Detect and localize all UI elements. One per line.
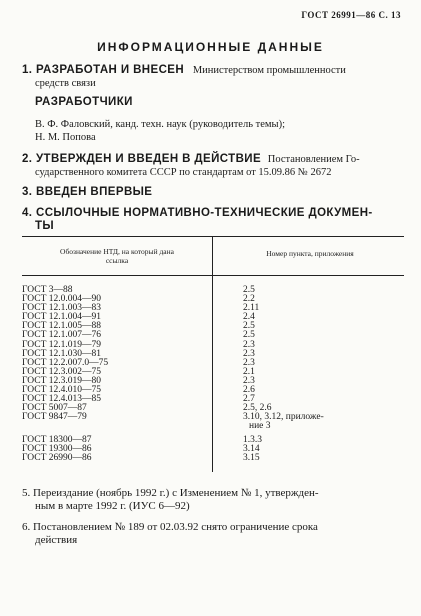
table-cell-num: 2.2 (243, 294, 255, 305)
developers-section (22, 96, 404, 109)
table-cell-gost: ГОСТ 19300—86 (22, 443, 92, 454)
table-row (22, 454, 404, 463)
section-2 (22, 153, 404, 179)
section-3-heading: 3. ВВЕДЕН ВПЕРВЫЕ (22, 186, 153, 198)
table-cell-num: 2.6 (243, 385, 255, 396)
section-2-text-line2: сударственного комитета СССР по стандартам от 15.09.86 № 2672 (35, 167, 332, 178)
table-cell-gost: ГОСТ 12.1.007—76 (22, 330, 101, 341)
table-row (22, 422, 404, 431)
table-cell-num: 3.14 (243, 443, 260, 454)
table-cell-gost: ГОСТ 12.4.013—85 (22, 394, 101, 405)
table-cell-gost: ГОСТ 12.4.010—75 (22, 385, 101, 396)
section-6 (22, 521, 404, 547)
section-1 (22, 64, 404, 90)
table-header-divider (212, 237, 213, 275)
table-cell-num: 1.3.3 (243, 434, 262, 445)
section-2-heading: 2. УТВЕРЖДЕН И ВВЕДЕН В ДЕЙСТВИЕ (22, 153, 262, 165)
developers-heading: РАЗРАБОТЧИКИ (35, 96, 133, 108)
table-cell-gost: ГОСТ 12.3.019—80 (22, 375, 101, 386)
table-cell-num: 3.15 (243, 452, 260, 463)
page-reference: ГОСТ 26991—86 С. 13 (301, 10, 401, 20)
table-cell-num: 2.1 (243, 366, 255, 377)
developer-line-2: Н. М. Попова (35, 132, 96, 143)
table-cell-num: 2.4 (243, 312, 255, 323)
table-cell-gost: ГОСТ 12.1.004—91 (22, 312, 101, 323)
table-cell-num: 2.3 (243, 357, 255, 368)
section-1-heading: 1. РАЗРАБОТАН И ВНЕСЕН (22, 64, 185, 76)
developers-list (22, 118, 404, 144)
section-1-text-line2: средств связи (35, 78, 96, 89)
table-col1-header-line1: Обозначение НТД, на который дана (60, 247, 174, 256)
table-col1-header-line2: ссылка (105, 256, 129, 265)
references-table (22, 236, 404, 463)
table-cell-num: 2.11 (243, 303, 260, 314)
section-5 (22, 487, 404, 513)
table-cell-gost: ГОСТ 26990—86 (22, 452, 92, 463)
table-col2-header: Номер пункта, приложения (266, 249, 354, 258)
section-4-heading-line1: 4. ССЫЛОЧНЫЕ НОРМАТИВНО-ТЕХНИЧЕСКИЕ ДОКУМЕН- (22, 207, 373, 219)
table-cell-gost: ГОСТ 12.0.004—90 (22, 294, 101, 305)
table-cell-num: 2.3 (243, 375, 255, 386)
section-3 (22, 186, 404, 199)
table-cell-num: 2.5 (243, 285, 255, 295)
table-header (22, 237, 404, 276)
table-cell-num: 3.10, 3.12, приложе- (243, 412, 324, 423)
table-cell-gost: ГОСТ 18300—87 (22, 434, 92, 445)
section-6-line2: действия (35, 534, 78, 546)
table-col1-header (22, 247, 212, 265)
table-cell-gost: ГОСТ 12.1.019—79 (22, 339, 101, 350)
section-4 (22, 207, 404, 233)
table-cell-num: 2.5 (243, 321, 255, 332)
table-row (22, 413, 404, 422)
table-cell-gost: ГОСТ 12.3.002—75 (22, 366, 101, 377)
section-5-line1: 5. Переиздание (ноябрь 1992 г.) с Изменением № 1, утвержден- (22, 487, 319, 499)
developer-line-1: В. Ф. Фаловский, канд. техн. наук (руководитель темы); (35, 119, 285, 130)
table-cell-gost: ГОСТ 9847—79 (22, 412, 87, 423)
table-cell-gost: ГОСТ 3—88 (22, 285, 73, 295)
section-2-text-line1: Постановлением Го- (267, 154, 360, 165)
table-cell-gost: ГОСТ 5007—87 (22, 403, 87, 414)
table-body (22, 276, 404, 463)
table-cell-gost: ГОСТ 12.2.007.0—75 (22, 357, 109, 368)
section-5-line2: ным в марте 1992 г. (ИУС 6—92) (35, 500, 190, 512)
table-cell-gost: ГОСТ 12.1.030—81 (22, 348, 101, 359)
table-cell-gost: ГОСТ 12.1.005—88 (22, 321, 101, 332)
table-cell-num: ние 3 (249, 421, 271, 432)
table-cell-num: 2.3 (243, 348, 255, 359)
page-title: ИНФОРМАЦИОННЫЕ ДАННЫЕ (97, 40, 324, 54)
section-1-text-line1: Министерством промышленности (192, 65, 346, 76)
table-cell-num: 2.3 (243, 339, 255, 350)
table-cell-gost: ГОСТ 12.1.003—83 (22, 303, 101, 314)
table-cell-num: 2.7 (243, 394, 255, 405)
section-6-line1: 6. Постановлением № 189 от 02.03.92 снято ограничение срока (22, 521, 318, 533)
table-cell-num: 2.5 (243, 330, 255, 341)
section-4-heading-line2: ТЫ (35, 220, 55, 232)
table-cell-num: 2.5, 2.6 (243, 403, 272, 414)
